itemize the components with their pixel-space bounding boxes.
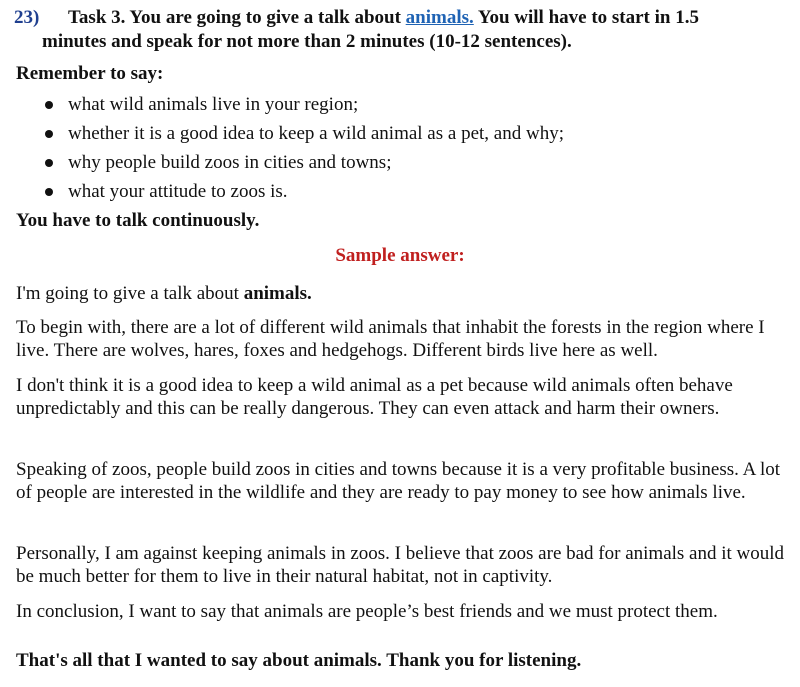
sample-answer-heading: Sample answer: xyxy=(335,245,465,266)
bullet-text: what wild animals live in your region; xyxy=(68,94,359,115)
answer-intro-text: I'm going to give a talk about xyxy=(16,283,244,304)
answer-paragraph: I don't think it is a good idea to keep a wild animal as a pet because wild animals often behave unpredictably and this can be really dangerous. They can even attack and harm their owners. xyxy=(16,375,733,419)
task-header xyxy=(14,6,794,54)
bullet-icon xyxy=(45,159,53,167)
task-header-line1 xyxy=(14,6,794,30)
answer-closing: That's all that I wanted to say about animals. Thank you for listening. xyxy=(16,650,582,671)
continuous-note: You have to talk continuously. xyxy=(16,210,260,231)
remember-label: Remember to say: xyxy=(16,63,164,84)
topic-link[interactable]: animals. xyxy=(405,7,474,28)
task-header-line2: minutes and speak for not more than 2 minutes (10-12 sentences). xyxy=(42,31,572,52)
task-after-topic: You will have to start in 1.5 xyxy=(473,7,699,28)
answer-intro xyxy=(16,282,792,305)
bullet-item xyxy=(40,90,564,119)
bullet-text: what your attitude to zoos is. xyxy=(68,181,288,202)
bullet-icon xyxy=(45,188,53,196)
bullet-item xyxy=(40,148,564,177)
answer-intro-bold: animals. xyxy=(243,283,312,304)
answer-paragraph: Speaking of zoos, people build zoos in cities and towns because it is a very profitable business. A lot of people are interested in the wildlife and they are ready to pay money to see how animals live. xyxy=(16,459,781,503)
bullet-text: whether it is a good idea to keep a wild animal as a pet, and why; xyxy=(68,123,564,144)
task-number: 23) xyxy=(14,7,40,28)
answer-paragraph: Personally, I am against keeping animals in zoos. I believe that zoos are bad for animals and it would be much better for them to live in their natural habitat, not in captivity. xyxy=(16,543,785,587)
answer-paragraph: To begin with, there are a lot of different wild animals that inhabit the forests in the region where I live. There are wolves, hares, foxes and hedgehogs. Different birds live here as well. xyxy=(16,317,765,361)
task-intro-text: Task 3. You are going to give a talk about xyxy=(68,7,406,28)
bullet-text: why people build zoos in cities and towns; xyxy=(68,152,392,173)
bullet-item xyxy=(40,177,564,206)
answer-paragraph: In conclusion, I want to say that animals are people’s best friends and we must protect them. xyxy=(16,601,718,622)
bullet-icon xyxy=(45,101,53,109)
bullet-icon xyxy=(45,130,53,138)
bullet-item xyxy=(40,119,564,148)
bullet-list xyxy=(40,90,564,206)
